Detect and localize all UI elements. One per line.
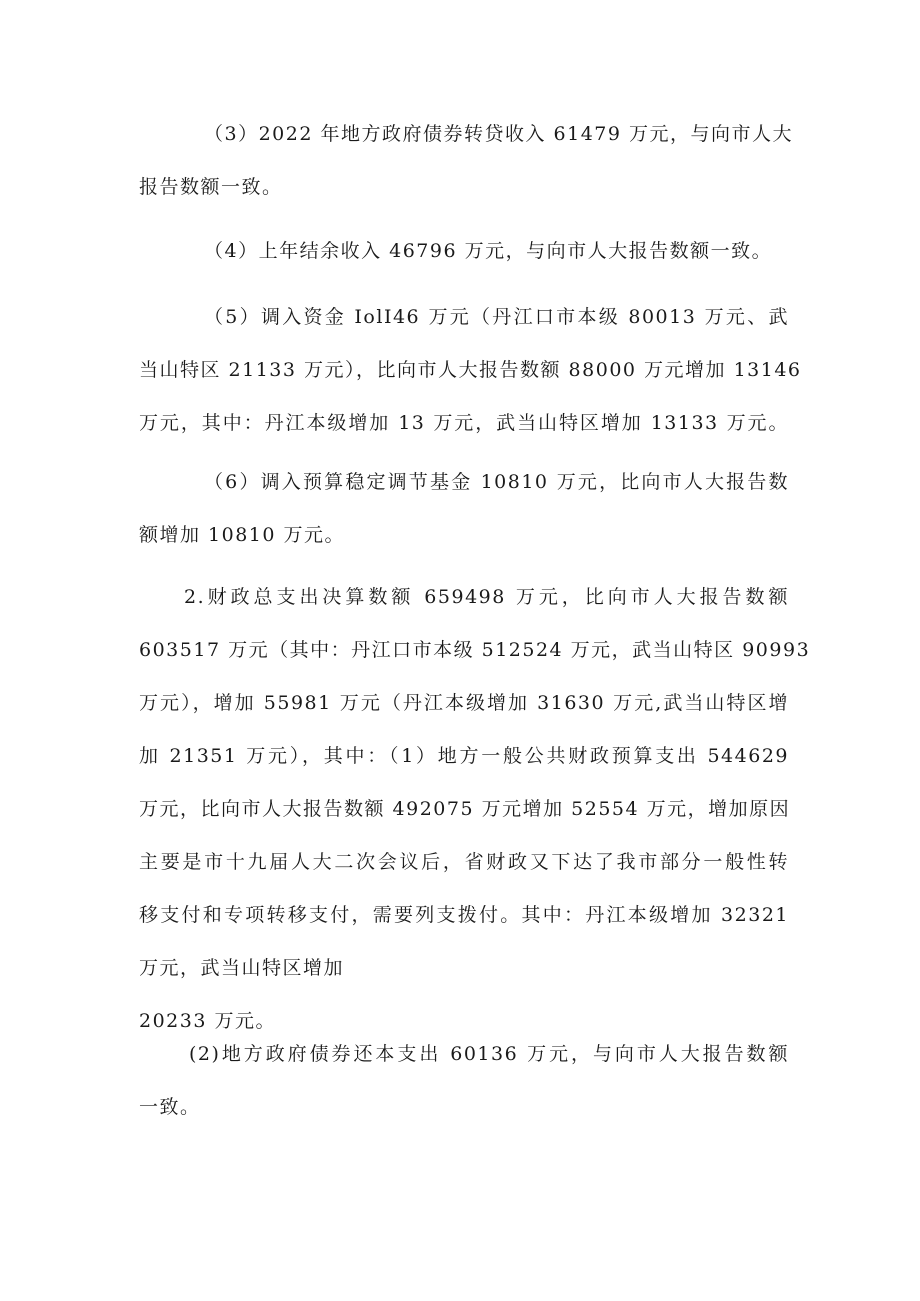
paragraph-2-line-3: 万元），增加 55981 万元（丹江本级增加 31630 万元,武当山特区增	[139, 692, 789, 714]
paragraph-5-line-1: （5）调入资金 IolI46 万元（丹江口市本级 80013 万元、武	[204, 306, 789, 328]
paragraph-3-line-2: 报告数额一致。	[139, 176, 283, 198]
paragraph-2-line-7: 移支付和专项转移支付，需要列支拨付。其中：丹江本级增加 32321	[139, 904, 789, 926]
paragraph-3-line-1: （3）2022 年地方政府债券转贷收入 61479 万元，与向市人大	[204, 123, 794, 145]
paragraph-6-line-2: 额增加 10810 万元。	[139, 524, 346, 546]
paragraph-2-sub-line-1: (2)地方政府债券还本支出 60136 万元，与向市人大报告数额	[189, 1043, 789, 1065]
paragraph-2-line-4: 加 21351 万元），其中：（1）地方一般公共财政预算支出 544629	[139, 745, 789, 767]
paragraph-5-line-2: 当山特区 21133 万元），比向市人大报告数额 88000 万元增加 13146	[139, 359, 802, 381]
paragraph-2-line-8: 万元，武当山特区增加	[139, 957, 345, 979]
paragraph-2-line-9: 20233 万元。	[139, 1010, 276, 1032]
paragraph-2-line-1: 2.财政总支出决算数额 659498 万元，比向市人大报告数额	[184, 586, 789, 608]
paragraph-6	[139, 456, 789, 562]
paragraph-4	[139, 225, 789, 278]
paragraph-2-line-5: 万元，比向市人大报告数额 492075 万元增加 52554 万元，增加原因	[139, 798, 791, 820]
paragraph-2-expenditure	[139, 571, 811, 1048]
paragraph-6-line-1: （6）调入预算稳定调节基金 10810 万元，比向市人大报告数	[204, 471, 789, 493]
paragraph-3	[139, 108, 794, 214]
paragraph-4-line-1: （4）上年结余收入 46796 万元，与向市人大报告数额一致。	[204, 240, 773, 262]
paragraph-5-line-3: 万元，其中：丹江本级增加 13 万元，武当山特区增加 13133 万元。	[139, 412, 789, 434]
paragraph-2-sub	[139, 1028, 789, 1134]
paragraph-2-line-2: 603517 万元（其中：丹江口市本级 512524 万元，武当山特区 90993	[139, 639, 811, 661]
paragraph-2-line-6: 主要是市十九届人大二次会议后，省财政又下达了我市部分一般性转	[139, 851, 789, 873]
paragraph-2-sub-line-2: 一致。	[139, 1096, 201, 1118]
paragraph-5	[139, 291, 802, 450]
